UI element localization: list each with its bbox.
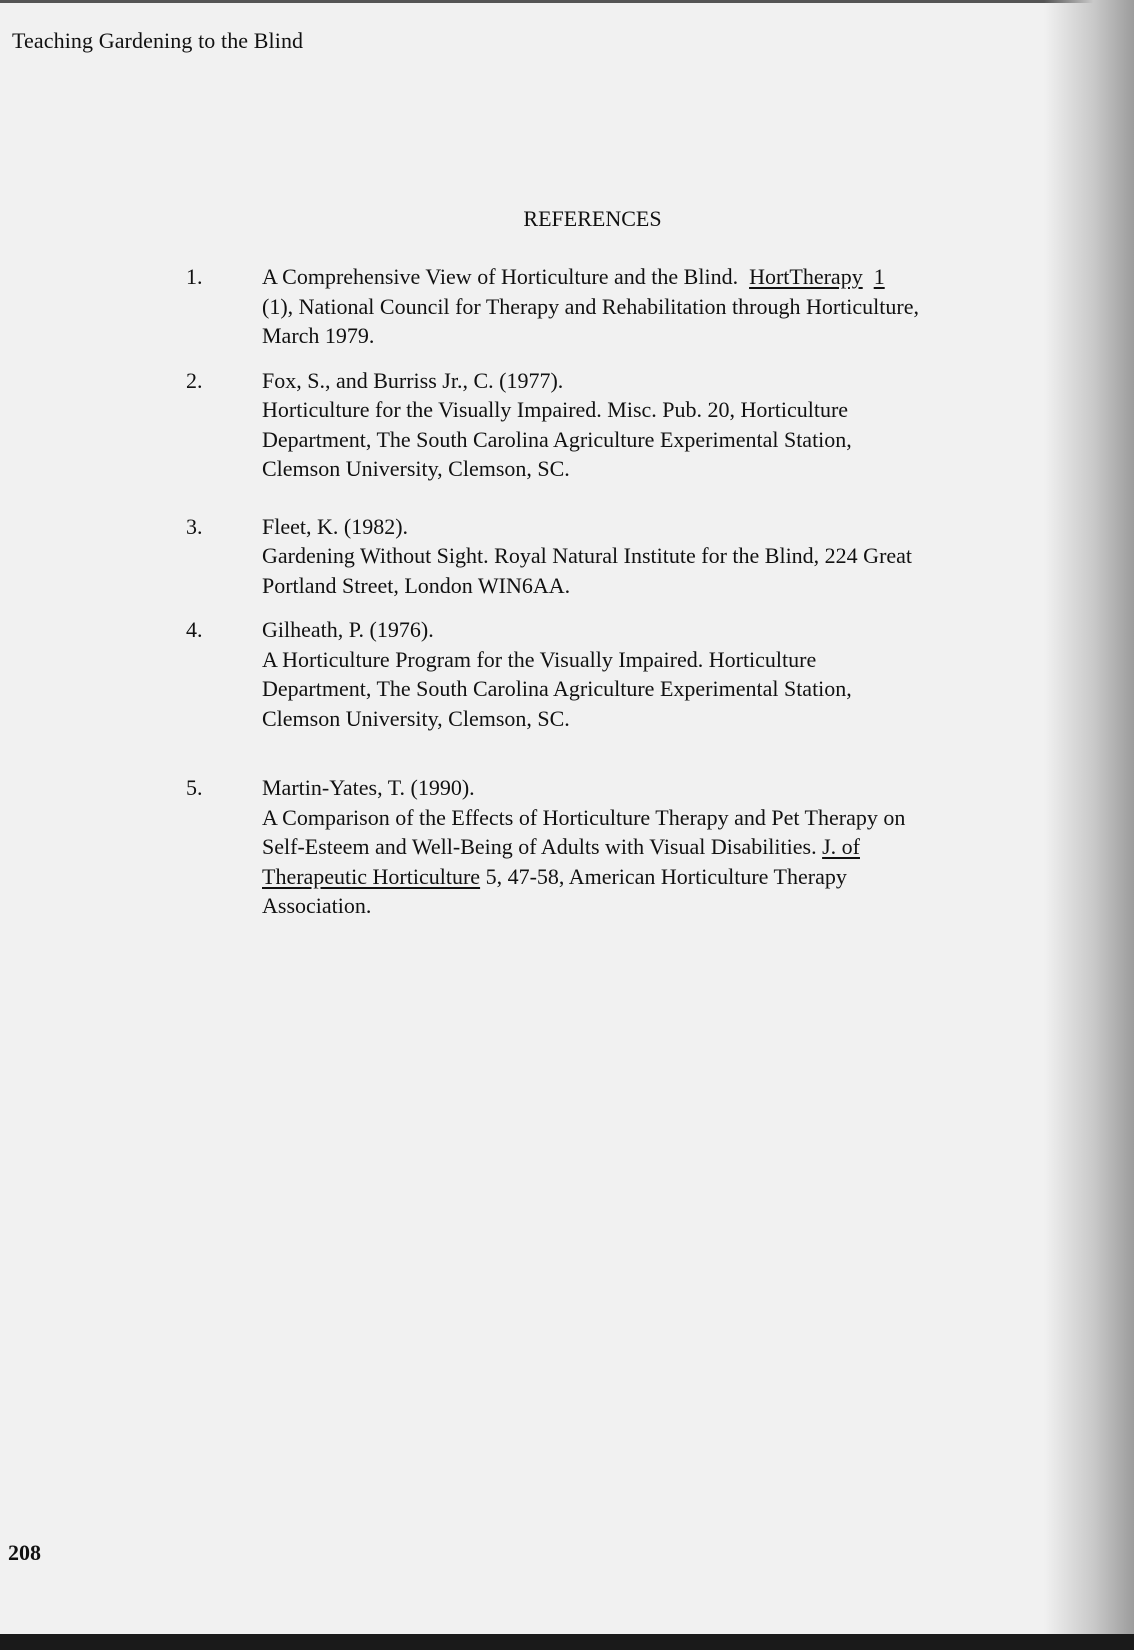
reference-title: Self-Esteem and Well-Being of Adults with Visual Disabilities. xyxy=(262,834,817,859)
journal-name: HortTherapy xyxy=(749,264,863,289)
reference-line: Portland Street, London WIN6AA. xyxy=(262,572,571,598)
reference-author: Fox, S., and Burriss Jr., C. (1977). xyxy=(262,367,564,393)
reference-text xyxy=(262,262,1016,351)
reference-line xyxy=(262,862,1016,892)
reference-item xyxy=(186,773,1016,921)
binding-shadow xyxy=(1044,0,1134,1650)
reference-line: A Horticulture Program for the Visually Impaired. Horticulture xyxy=(262,646,817,672)
reference-line: Clemson University, Clemson, SC. xyxy=(262,456,570,481)
reference-line: Department, The South Carolina Agriculture Experimental Station, xyxy=(262,676,852,701)
reference-line: Gardening Without Sight. Royal Natural Institute for the Blind, 224 Great xyxy=(262,543,913,568)
reference-author: Martin-Yates, T. (1990). xyxy=(262,775,475,800)
reference-line: Horticulture for the Visually Impaired. Misc. Pub. 20, Horticulture xyxy=(262,397,849,422)
reference-item xyxy=(186,512,1016,601)
journal-name: J. of xyxy=(822,834,860,859)
reference-item xyxy=(186,262,1016,351)
reference-list xyxy=(186,262,1016,921)
page-bottom-edge xyxy=(0,1634,1134,1650)
reference-line: March 1979. xyxy=(262,323,375,348)
reference-line xyxy=(262,832,1016,862)
reference-details: 5, 47-58, American Horticulture Therapy xyxy=(485,863,847,889)
reference-line: Department, The South Carolina Agriculture Experimental Station, xyxy=(262,426,852,452)
reference-line xyxy=(262,262,1016,292)
reference-text xyxy=(262,366,1016,484)
reference-text xyxy=(262,615,1016,733)
reference-author: Gilheath, P. (1976). xyxy=(262,617,434,642)
reference-author: Fleet, K. (1982). xyxy=(262,513,409,539)
reference-number: 5. xyxy=(186,775,203,800)
reference-line: Association. xyxy=(262,893,372,918)
reference-item xyxy=(186,615,1016,733)
page-top-edge xyxy=(0,0,1134,3)
reference-number: 4. xyxy=(186,617,203,642)
reference-item xyxy=(186,366,1016,484)
reference-text xyxy=(262,773,1016,921)
page-number: 208 xyxy=(8,1540,41,1565)
journal-volume: 1 xyxy=(873,264,885,289)
reference-line: (1), National Council for Therapy and Rehabilitation through Horticulture, xyxy=(262,293,919,319)
running-head: Teaching Gardening to the Blind xyxy=(12,28,304,53)
reference-number: 3. xyxy=(186,513,203,539)
reference-text xyxy=(262,512,1016,601)
reference-number: 1. xyxy=(186,264,203,289)
reference-number: 2. xyxy=(186,367,203,393)
page-title: REFERENCES xyxy=(523,206,662,231)
reference-line: A Comparison of the Effects of Horticulture Therapy and Pet Therapy on xyxy=(262,804,906,830)
journal-name: Therapeutic Horticulture xyxy=(262,863,481,889)
reference-title: A Comprehensive View of Horticulture and the Blind. xyxy=(262,264,739,289)
reference-line: Clemson University, Clemson, SC. xyxy=(262,705,570,731)
